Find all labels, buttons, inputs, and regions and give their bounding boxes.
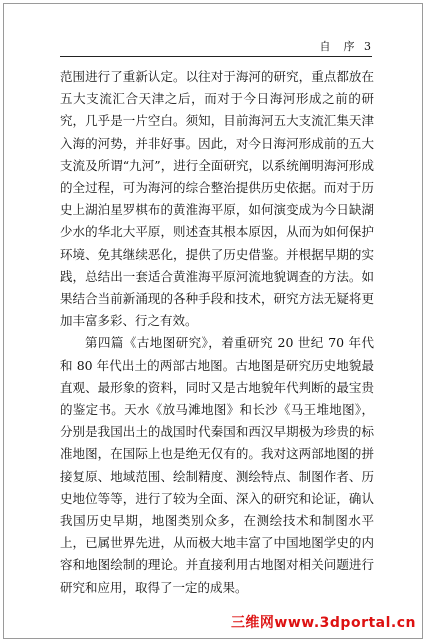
running-header xyxy=(60,38,372,57)
paragraph: 第四篇《古地图研究》，着重研究 20 世纪 70 年代和 80 年代出土的两部古地图。古地图是研究历史地貌最直观、最形象的资料，同时又是古地貌年代判断的最宝贵的鉴定书。天水《放马滩地图》和长沙《马王堆地图》，分别是我国出土的战国时代秦国和西汉早期极为珍贵的标准地图，在国际上也是绝无仅有的。我对这两部地图的拼接复原、地域范围、绘制精度、测绘特点、制图作者、历史地位等等，进行了较为全面、深入的研究和论证，确认我国历史早期，地图类别众多，在测绘技术和制图水平上，已属世界先进，从而极大地丰富了中国地图学史的内容和地图绘制的理论。并直接利用古地图对相关问题进行研究和应用，取得了一定的成果。 xyxy=(60,335,374,595)
paragraph: 范围进行了重新认定。以往对于海河的研究，重点都放在五大支流汇合天津之后，而对于今日海河形成之前的研究，几乎是一片空白。须知，目前海河五大支流汇集天津入海的河势，并非好事。因此，对今日海河形成前的五大支流及所谓“九河”，进行全面研究，以系统阐明海河形成的全过程，可为海河的综合整治提供历史依据。而对于历史上湖泊星罗棋布的黄淮海平原，如何演变成为今日缺湖少水的华北大平原，则述查其根本原因，从而为如何保护环境、免其继续恶化，提供了历史借鉴。并根据早期的实践，总结出一套适合黄淮海平原河流地貌调查的方法。如果结合当前新涌现的各种手段和技术，研究方法无疑将更加丰富多彩、行之有效。 xyxy=(60,69,374,329)
body-text xyxy=(60,66,374,599)
site-watermark: 三维网www.3dportal.cn xyxy=(230,615,416,631)
page-number: 3 xyxy=(364,40,372,53)
header-title: 自 序 xyxy=(319,40,356,53)
